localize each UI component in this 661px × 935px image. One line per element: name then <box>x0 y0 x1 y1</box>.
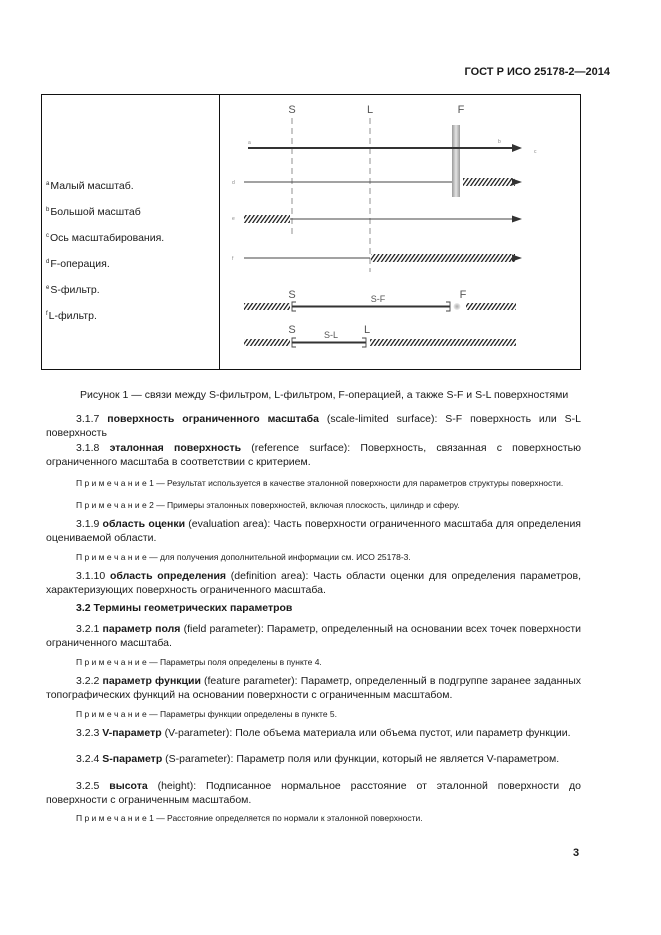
note-3-2-1: П р и м е ч а н и е — Параметры поля определены в пункте 4. <box>76 657 322 667</box>
term-3-1-7: 3.1.7 поверхность ограниченного масштаба (scale-limited surface): S-F поверхность или S-L поверхность <box>46 413 581 439</box>
marker-b: b <box>498 139 501 145</box>
note-3-2-5: П р и м е ч а н и е 1 — Расстояние определяется по нормали к эталонной поверхности. <box>76 813 423 823</box>
sf-band-label: S-F <box>370 294 386 304</box>
legend-item-c: $^c$Ось масштабирования. <box>46 232 165 244</box>
term-3-2-1: 3.2.1 параметр поля (field parameter): Параметр, определенный на основании всех точек поверхности ограниченного масштаба. <box>46 623 581 649</box>
marker-a: a <box>248 140 251 146</box>
scale-axis-arrow <box>512 144 522 152</box>
sl-label-L: L <box>363 324 371 336</box>
legend-item-f: $^f$L-фильтр. <box>46 310 97 322</box>
term-3-2-5: 3.2.5 высота (height): Подписанное нормальное расстояние от эталонной поверхности до поверхности с ограниченным масштабом. <box>46 780 581 806</box>
sl-band-label: S-L <box>323 330 339 340</box>
term-3-1-9: 3.1.9 область оценки (evaluation area): Часть поверхности ограниченного масштаба для определения оцениваемой области. <box>46 518 581 544</box>
f-operation-bar <box>452 125 460 197</box>
legend-item-e: $^e$S-фильтр. <box>46 284 100 296</box>
marker-d: d <box>232 180 235 186</box>
sl-label-S: S <box>288 324 296 336</box>
legend-item-a: $^a$Малый масштаб. <box>46 180 134 192</box>
sf-label-S: S <box>288 289 296 301</box>
term-3-2-3: 3.2.3 V-параметр (V-parameter): Поле объема материала или объема пустот, или параметр функции. <box>76 727 571 739</box>
scale-diagram <box>220 95 580 369</box>
sf-label-F: F <box>459 289 467 301</box>
legend-item-b: $^b$Большой масштаб <box>46 206 141 218</box>
note-3-1-8-2: П р и м е ч а н и е 2 — Примеры эталонных поверхностей, включая плоскость, цилиндр и сферу. <box>76 500 460 510</box>
marker-e: e <box>232 216 235 222</box>
document-header: ГОСТ Р ИСО 25178-2—2014 <box>464 66 610 78</box>
l-filter-hatch <box>371 254 515 262</box>
label-F: F <box>457 104 465 116</box>
s-filter-hatch <box>244 215 290 223</box>
note-3-1-8-1: П р и м е ч а н и е 1 — Результат используется в качестве эталонной поверхности для параметров структуры поверхности. <box>76 478 564 488</box>
legend-item-d: $^d$F-операция. <box>46 258 110 270</box>
label-L: L <box>366 104 374 116</box>
note-3-2-2: П р и м е ч а н и е — Параметры функции определены в пункте 5. <box>76 709 337 719</box>
term-3-1-8: 3.1.8 эталонная поверхность (reference surface): Поверхность, связанная с поверхностью ограниченного масштаба в соответствии с критерием. <box>46 442 581 468</box>
marker-c: c <box>534 149 537 155</box>
term-3-1-10: 3.1.10 область определения (definition area): Часть области оценки для определения параметров, характеризующих поверхность ограниченного масштаба. <box>46 570 582 596</box>
label-S: S <box>288 104 296 116</box>
note-3-1-9: П р и м е ч а н и е — для получения дополнительной информации см. ИСО 25178-3. <box>76 552 411 562</box>
term-3-2-4: 3.2.4 S-параметр (S-parameter): Параметр поля или функции, который не является V-параметром. <box>76 753 560 765</box>
page-number: 3 <box>573 847 580 859</box>
marker-f: f <box>232 256 234 262</box>
figure-caption: Рисунок 1 — связи между S-фильтром, L-фильтром, F-операцией, а также S-F и S-L поверхностями <box>80 389 569 401</box>
f-operation-hatch <box>463 178 515 186</box>
term-3-2-2: 3.2.2 параметр функции (feature parameter): Параметр, определенный в подгруппе заранее заданных топографических функций на основании поверхности с ограниченным масштабом. <box>46 675 581 701</box>
section-heading-3-2: 3.2 Термины геометрических параметров <box>76 602 293 614</box>
